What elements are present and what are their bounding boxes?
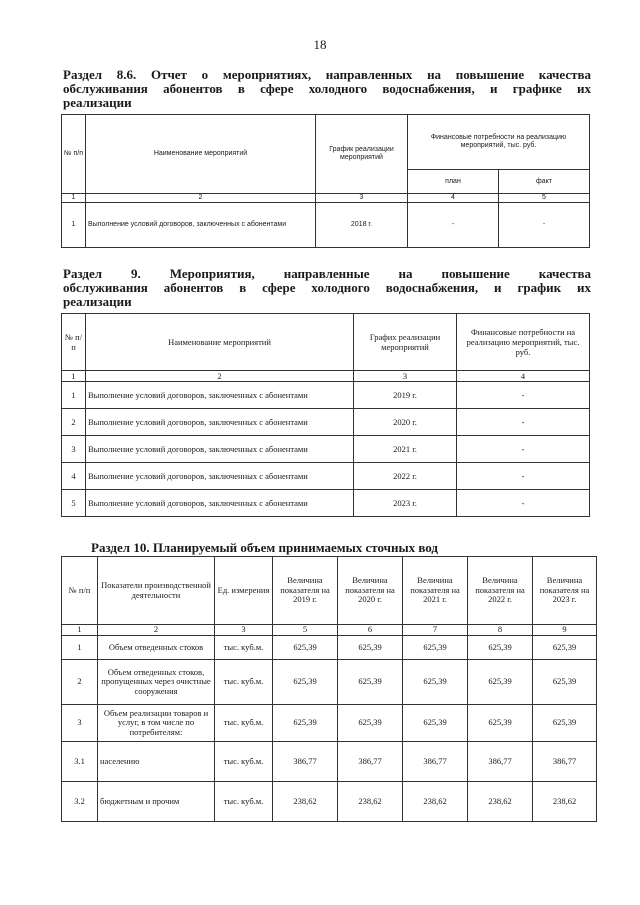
row-value: 625,39 <box>403 636 468 660</box>
col-header-name: Наименование мероприятий <box>86 115 316 194</box>
column-number: 2 <box>86 194 316 203</box>
row-num: 3 <box>62 705 98 742</box>
table-row <box>62 636 597 660</box>
table-section-8-6 <box>61 114 590 248</box>
column-number: 1 <box>62 625 98 636</box>
heading-line: обслуживания абонентов в сфере холодного водоснабжения, и графике их <box>63 81 591 96</box>
row-schedule: 2020 г. <box>354 409 457 436</box>
row-name: Объем реализации товаров и услуг, в том числе по потребителям: <box>98 705 215 742</box>
row-value: 238,62 <box>338 782 403 822</box>
column-number: 3 <box>354 371 457 382</box>
section-9-heading <box>63 267 591 309</box>
row-name: населению <box>98 742 215 782</box>
row-schedule: 2023 г. <box>354 490 457 517</box>
row-unit: тыс. куб.м. <box>215 636 273 660</box>
row-num: 2 <box>62 409 86 436</box>
row-finance: - <box>457 382 590 409</box>
row-num: 1 <box>62 203 86 248</box>
table-row <box>62 409 590 436</box>
row-value: 625,39 <box>533 636 597 660</box>
row-value: 386,77 <box>338 742 403 782</box>
row-value: 625,39 <box>338 636 403 660</box>
row-value: 625,39 <box>273 636 338 660</box>
heading-line: Раздел 9. Мероприятия, направленные на повышение качества <box>63 266 591 281</box>
section-8-6-heading <box>63 68 591 110</box>
col-header: Величина показателя на 2023 г. <box>533 557 597 625</box>
table-row <box>62 782 597 822</box>
column-number: 5 <box>499 194 590 203</box>
row-value: 625,39 <box>338 660 403 705</box>
col-header: Величина показателя на 2022 г. <box>468 557 533 625</box>
row-name: Выполнение условий договоров, заключенных с абонентами <box>86 463 354 490</box>
row-num: 2 <box>62 660 98 705</box>
col-header-schedule: График реализации мероприятий <box>316 115 408 194</box>
table-row <box>62 436 590 463</box>
row-value: 625,39 <box>273 705 338 742</box>
heading-line: обслуживания абонентов в сфере холодного водоснабжения, и график их <box>63 280 591 295</box>
row-num: 1 <box>62 636 98 660</box>
row-finance: - <box>457 463 590 490</box>
column-number: 8 <box>468 625 533 636</box>
column-number: 6 <box>338 625 403 636</box>
column-number: 7 <box>403 625 468 636</box>
row-value: 625,39 <box>468 660 533 705</box>
row-name: Объем отведенных стоков <box>98 636 215 660</box>
row-schedule: 2019 г. <box>354 382 457 409</box>
row-num: 3 <box>62 436 86 463</box>
col-header-plan: план <box>408 170 499 194</box>
row-value: 238,62 <box>273 782 338 822</box>
row-value: 625,39 <box>403 660 468 705</box>
row-name: Выполнение условий договоров, заключенных с абонентами <box>86 409 354 436</box>
col-header-finance: Финансовые потребности на реализацию мероприятий, тыс. руб. <box>408 115 590 170</box>
row-schedule: 2018 г. <box>316 203 408 248</box>
row-value: 625,39 <box>338 705 403 742</box>
page-number: 18 <box>313 37 327 52</box>
col-header-fact: факт <box>499 170 590 194</box>
section-10-heading: Раздел 10. Планируемый объем принимаемых сточных вод <box>91 540 438 555</box>
col-header-finance: Финансовые потребности на реализацию мероприятий, тыс. руб. <box>457 314 590 371</box>
column-number: 4 <box>457 371 590 382</box>
row-schedule: 2022 г. <box>354 463 457 490</box>
row-value: 386,77 <box>468 742 533 782</box>
row-value: 625,39 <box>468 705 533 742</box>
col-header: Величина показателя на 2021 г. <box>403 557 468 625</box>
column-number-row <box>62 625 597 636</box>
row-value: 386,77 <box>403 742 468 782</box>
col-header: № п/п <box>62 557 98 625</box>
table-row <box>62 203 590 248</box>
table-row <box>62 660 597 705</box>
row-name: Выполнение условий договоров, заключенных с абонентами <box>86 490 354 517</box>
row-value: 625,39 <box>533 660 597 705</box>
column-number: 1 <box>62 371 86 382</box>
heading-line: Раздел 8.6. Отчет о мероприятиях, направленных на повышение качества <box>63 67 591 82</box>
row-value: 625,39 <box>468 636 533 660</box>
row-name: Объем отведенных стоков, пропущенных через очистные сооружения <box>98 660 215 705</box>
column-number: 9 <box>533 625 597 636</box>
row-finance: - <box>457 409 590 436</box>
table-row <box>62 463 590 490</box>
table-section-10 <box>61 556 597 822</box>
col-header-name: Наименование мероприятий <box>86 314 354 371</box>
row-num: 3.1 <box>62 742 98 782</box>
col-header-num: № п/п <box>62 314 86 371</box>
row-unit: тыс. куб.м. <box>215 742 273 782</box>
row-finance: - <box>457 436 590 463</box>
row-finance: - <box>457 490 590 517</box>
col-header: Показатели производственной деятельности <box>98 557 215 625</box>
row-value: 386,77 <box>273 742 338 782</box>
row-fact: - <box>499 203 590 248</box>
column-number: 2 <box>98 625 215 636</box>
row-unit: тыс. куб.м. <box>215 660 273 705</box>
table-row <box>62 705 597 742</box>
row-value: 625,39 <box>533 705 597 742</box>
column-number: 3 <box>215 625 273 636</box>
column-number-row <box>62 371 590 382</box>
table-section-9 <box>61 313 590 517</box>
row-num: 4 <box>62 463 86 490</box>
row-value: 386,77 <box>533 742 597 782</box>
row-plan: - <box>408 203 499 248</box>
row-name: бюджетным и прочим <box>98 782 215 822</box>
row-value: 238,62 <box>468 782 533 822</box>
col-header-num: № п/п <box>62 115 86 194</box>
row-num: 5 <box>62 490 86 517</box>
col-header: Величина показателя на 2020 г. <box>338 557 403 625</box>
row-value: 238,62 <box>533 782 597 822</box>
row-name: Выполнение условий договоров, заключенных с абонентами <box>86 203 316 248</box>
row-name: Выполнение условий договоров, заключенных с абонентами <box>86 382 354 409</box>
col-header: Величина показателя на 2019 г. <box>273 557 338 625</box>
row-name: Выполнение условий договоров, заключенных с абонентами <box>86 436 354 463</box>
col-header-schedule: Графих реализации мероприятий <box>354 314 457 371</box>
col-header: Ед. измерения <box>215 557 273 625</box>
row-value: 625,39 <box>273 660 338 705</box>
column-number: 3 <box>316 194 408 203</box>
row-num: 1 <box>62 382 86 409</box>
column-number: 4 <box>408 194 499 203</box>
row-schedule: 2021 г. <box>354 436 457 463</box>
row-value: 238,62 <box>403 782 468 822</box>
table-row <box>62 490 590 517</box>
row-unit: тыс. куб.м. <box>215 782 273 822</box>
row-unit: тыс. куб.м. <box>215 705 273 742</box>
column-number-row <box>62 194 590 203</box>
column-number: 1 <box>62 194 86 203</box>
table-row <box>62 742 597 782</box>
column-number: 5 <box>273 625 338 636</box>
table-row <box>62 382 590 409</box>
column-number: 2 <box>86 371 354 382</box>
heading-line: реализации <box>63 95 132 110</box>
row-value: 625,39 <box>403 705 468 742</box>
row-num: 3.2 <box>62 782 98 822</box>
heading-line: реализации <box>63 294 132 309</box>
